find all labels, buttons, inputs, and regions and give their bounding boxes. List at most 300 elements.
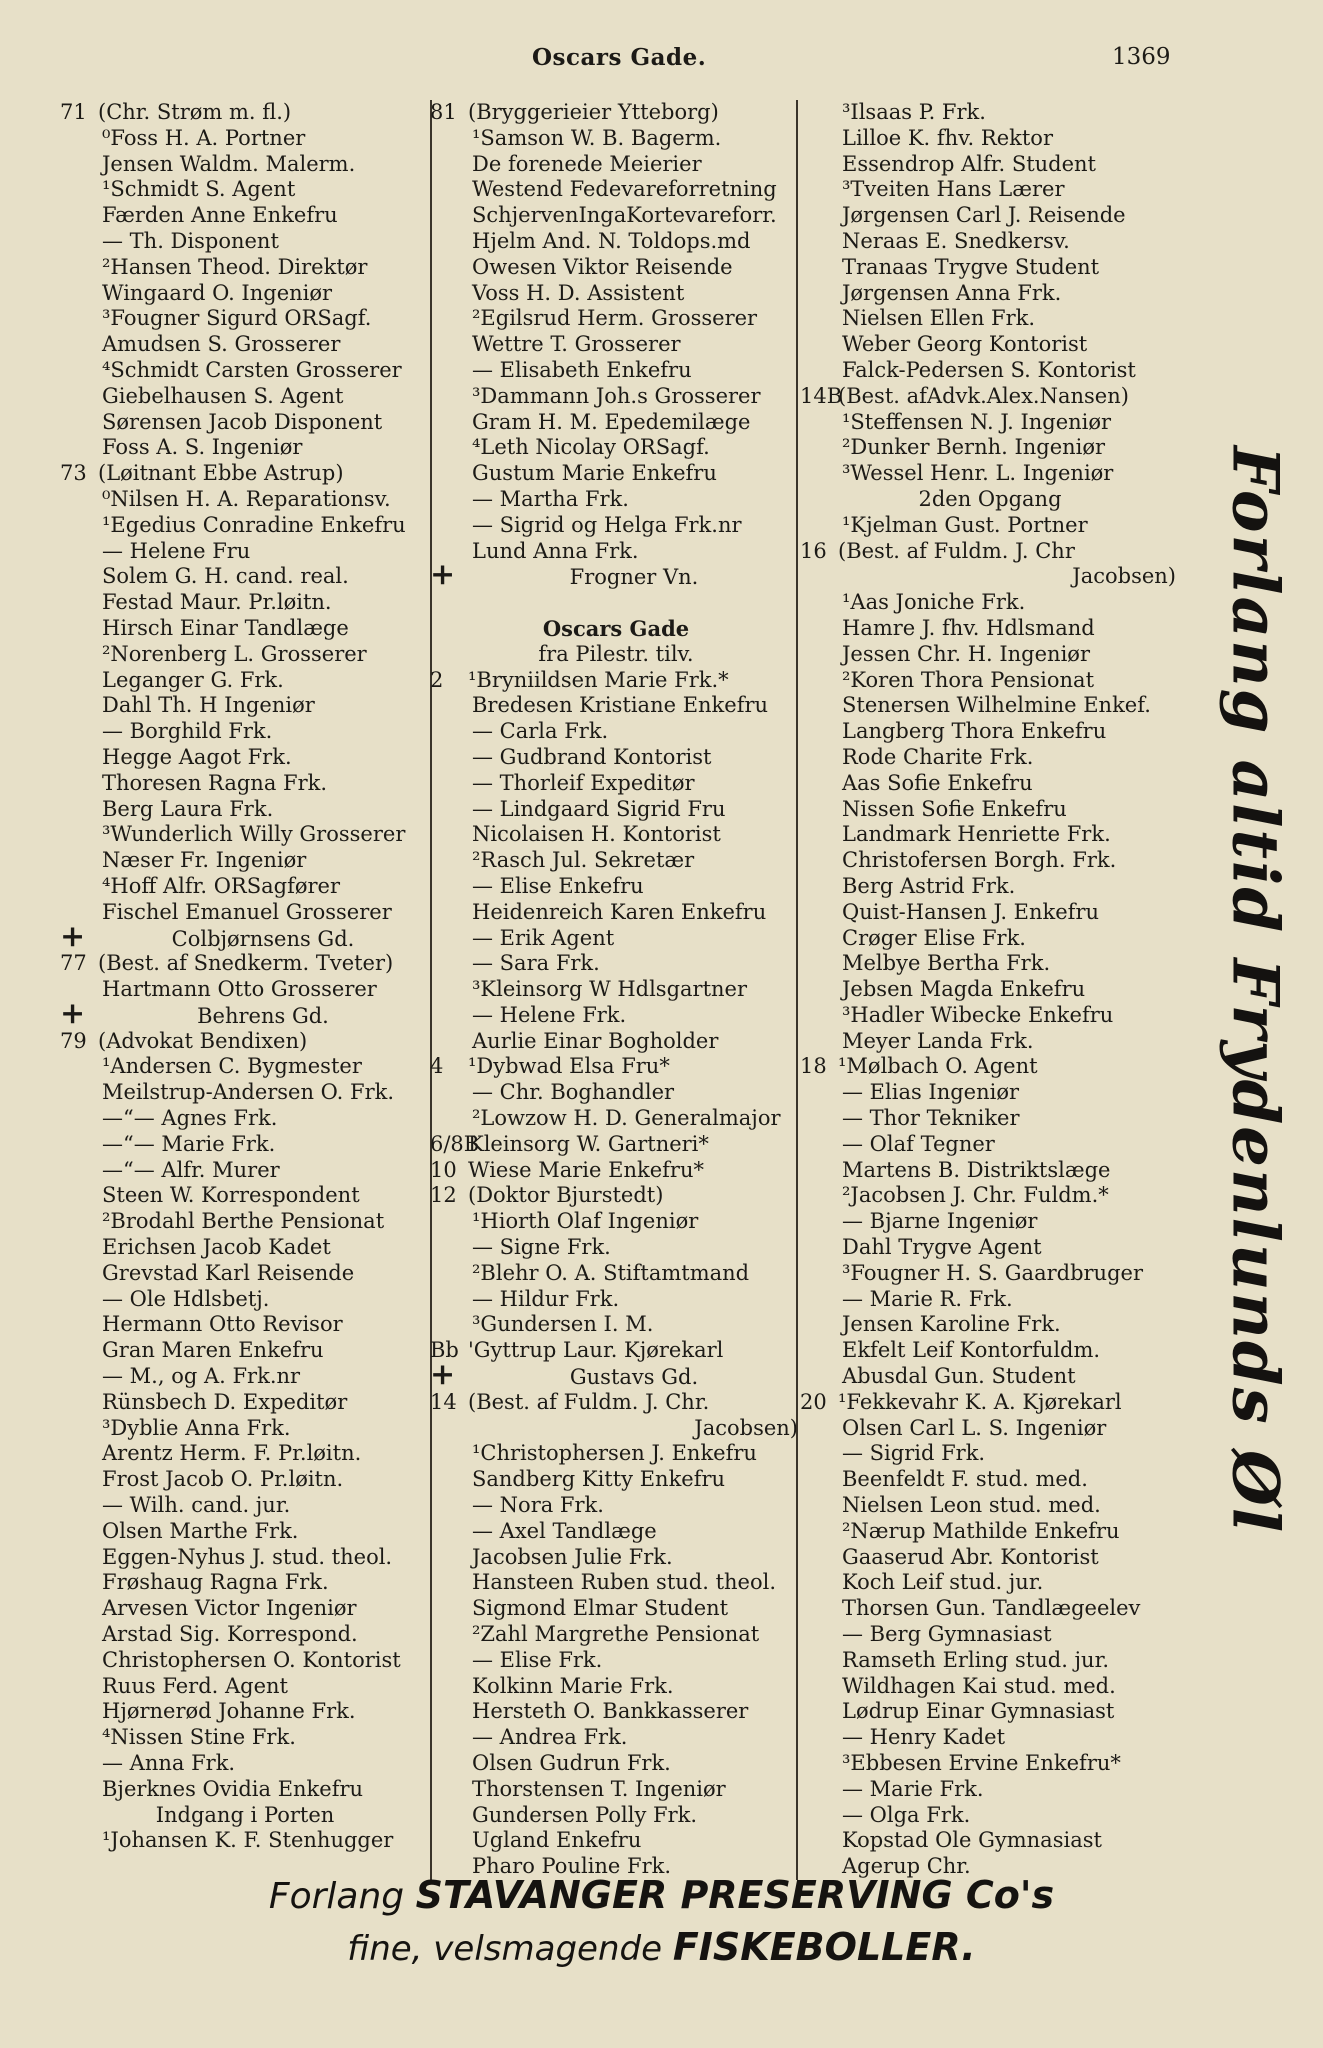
directory-entry [800, 126, 1180, 152]
resident-name: — Lindgaard Sigrid Fru [472, 796, 726, 821]
resident-name: Berg Laura Frk. [102, 796, 274, 821]
resident-name: — Signe Frk. [472, 1235, 611, 1260]
ad-prefix: Forlang [268, 1876, 405, 1917]
resident-name: — Thorleif Expeditør [472, 770, 695, 795]
directory-entry [430, 616, 802, 642]
resident-name: Koch Leif stud. jur. [842, 1570, 1044, 1595]
resident-name: Solem G. H. cand. real. [102, 564, 349, 589]
directory-entry [800, 1132, 1180, 1158]
directory-entry [430, 1416, 802, 1442]
directory-entry [430, 693, 802, 719]
resident-name: Eggen-Nyhus J. stud. theol. [102, 1544, 393, 1569]
resident-name: Crøger Elise Frk. [842, 925, 1026, 950]
resident-name: Nicolaisen H. Kontorist [472, 822, 721, 847]
resident-name: — Chr. Boghandler [472, 1080, 675, 1105]
directory-entry [60, 1132, 430, 1158]
directory-entry [800, 152, 1180, 178]
resident-name: Arstad Sig. Korrespond. [102, 1622, 358, 1647]
resident-name: ²Lowzow H. D. Generalmajor [472, 1106, 781, 1131]
directory-entry [430, 668, 802, 694]
resident-name: Erichsen Jacob Kadet [102, 1235, 331, 1260]
directory-entry [430, 1338, 802, 1364]
directory-entry [60, 719, 430, 745]
house-number: 10 [430, 1157, 457, 1182]
resident-name: Grevstad Karl Reisende [102, 1260, 355, 1285]
house-number: 14 [430, 1389, 457, 1414]
directory-entry [60, 1029, 430, 1055]
directory-entry [60, 1209, 430, 1235]
directory-entry [800, 590, 1180, 616]
resident-name: Festad Maur. Pr.løitn. [102, 590, 332, 615]
resident-name: — Erik Agent [472, 925, 615, 950]
directory-entry [60, 539, 430, 565]
directory-entry [800, 1003, 1180, 1029]
resident-name: Jensen Karoline Frk. [842, 1312, 1061, 1337]
directory-entry [800, 1364, 1180, 1390]
directory-entry [800, 745, 1180, 771]
resident-name: — Nora Frk. [472, 1493, 604, 1518]
resident-name: — Andrea Frk. [472, 1725, 628, 1750]
directory-entry [430, 1390, 802, 1416]
bottom-advertisement [0, 1870, 1323, 1974]
resident-name: Neraas E. Snedkersv. [842, 228, 1070, 253]
resident-name: Wingaard O. Ingeniør [102, 280, 333, 305]
directory-entry [430, 771, 802, 797]
directory-entry [60, 410, 430, 436]
resident-name: — Anna Frk. [102, 1751, 236, 1775]
directory-entry [430, 255, 802, 281]
resident-name: Wiese Marie Enkefru* [468, 1157, 704, 1182]
directory-entry [800, 1441, 1180, 1467]
resident-name: ¹Andersen C. Bygmester [102, 1054, 362, 1079]
resident-name: Lødrup Einar Gymnasiast [842, 1699, 1115, 1724]
resident-name: — Henry Kadet [842, 1725, 1006, 1750]
directory-entry [60, 100, 430, 126]
directory-entry [800, 306, 1180, 332]
directory-entry [800, 229, 1180, 255]
resident-name: Olsen Marthe Frk. [102, 1518, 299, 1543]
resident-name: ¹Christophersen J. Enkefru [472, 1441, 757, 1466]
resident-name: Voss H. D. Assistent [472, 280, 685, 305]
resident-name: Meilstrup-Andersen O. Frk. [102, 1080, 395, 1105]
resident-name: (Chr. Strøm m. fl.) [98, 100, 292, 124]
resident-name: Westend Fedevareforretning [472, 177, 777, 202]
resident-name: ⁴Hoff Alfr. ORSagfører [102, 873, 341, 898]
directory-entry [60, 874, 430, 900]
directory-entry [60, 745, 430, 771]
resident-name: Stenersen Wilhelmine Enkef. [842, 693, 1151, 718]
directory-entry [800, 461, 1180, 487]
resident-name: ⁰Foss H. A. Portner [102, 125, 306, 150]
resident-name: ¹Johansen K. F. Stenhugger [102, 1828, 394, 1853]
directory-entry [430, 1777, 802, 1803]
resident-name: Landmark Henriette Frk. [842, 822, 1111, 847]
resident-name: ¹Hiorth Olaf Ingeniør [472, 1209, 699, 1234]
cross-street-marker: + [430, 564, 456, 591]
resident-name: Hjørnerød Johanne Frk. [102, 1699, 356, 1724]
resident-name: (Bryggerieier Ytteborg) [468, 100, 719, 124]
resident-name: Fischel Emanuel Grosserer [102, 899, 392, 924]
resident-name: ³Hadler Wibecke Enkefru [842, 1002, 1114, 1027]
directory-entry [800, 1338, 1180, 1364]
directory-entry [800, 642, 1180, 668]
directory-entry [430, 797, 802, 823]
resident-name: — Berg Gymnasiast [842, 1622, 1052, 1647]
resident-name: — Sara Frk. [472, 951, 600, 976]
directory-entry [800, 1493, 1180, 1519]
resident-name: ²Rasch Jul. Sekretær [472, 848, 695, 873]
directory-entry [800, 1106, 1180, 1132]
directory-entry [60, 668, 430, 694]
resident-name: Lilloe K. fhv. Rektor [842, 125, 1053, 150]
resident-name: Frøshaug Ragna Frk. [102, 1570, 329, 1595]
directory-entry [60, 1287, 430, 1313]
directory-entry [430, 203, 802, 229]
directory-entry [430, 564, 802, 590]
directory-entry [430, 719, 802, 745]
directory-entry [430, 1183, 802, 1209]
continuation-text: Jacobsen) [694, 1415, 798, 1440]
directory-column-3 [800, 100, 1180, 1880]
resident-name: Foss A. S. Ingeniør [102, 435, 303, 460]
resident-name: ²Dunker Bernh. Ingeniør [842, 435, 1106, 460]
directory-entry [800, 255, 1180, 281]
ad-product: FISKEBOLLER. [672, 1925, 976, 1969]
directory-entry [800, 1080, 1180, 1106]
directory-entry [430, 1029, 802, 1055]
directory-entry [430, 435, 802, 461]
directory-entry [800, 435, 1180, 461]
house-number: 73 [60, 461, 87, 486]
resident-name: 'Gyttrup Laur. Kjørekarl [468, 1338, 724, 1363]
directory-entry [430, 874, 802, 900]
directory-entry [430, 1545, 802, 1571]
directory-entry [60, 1158, 430, 1184]
directory-entry [430, 1441, 802, 1467]
resident-name: ³Dyblie Anna Frk. [102, 1415, 291, 1440]
page-number: 1369 [1112, 44, 1171, 70]
house-number: 81 [430, 100, 457, 124]
resident-name: Jacobsen Julie Frk. [472, 1544, 673, 1569]
directory-entry [800, 1751, 1180, 1777]
resident-name: Steen W. Korrespondent [102, 1183, 360, 1208]
resident-name: — Borghild Frk. [102, 719, 273, 744]
directory-entry [430, 513, 802, 539]
resident-name: — Martha Frk. [472, 486, 629, 511]
house-number: 79 [60, 1028, 87, 1053]
directory-entry [800, 951, 1180, 977]
resident-name: — Elisabeth Enkefru [472, 357, 692, 382]
directory-entry [60, 693, 430, 719]
resident-name: Christophersen O. Kontorist [102, 1647, 401, 1672]
resident-name: Hermann Otto Revisor [102, 1312, 343, 1337]
directory-entry [430, 1261, 802, 1287]
resident-name: Olsen Gudrun Frk. [472, 1751, 671, 1775]
resident-name: Hamre J. fhv. Hdlsmand [842, 615, 1095, 640]
resident-name: Nielsen Leon stud. med. [842, 1493, 1101, 1518]
house-number: 12 [430, 1183, 457, 1208]
resident-name: (Advokat Bendixen) [98, 1028, 308, 1053]
resident-name: Wettre T. Grosserer [472, 332, 681, 357]
resident-name: (Doktor Bjurstedt) [468, 1183, 664, 1208]
directory-entry [800, 1777, 1180, 1803]
directory-entry [800, 1312, 1180, 1338]
directory-entry [60, 951, 430, 977]
directory-entry [60, 358, 430, 384]
directory-entry [60, 1080, 430, 1106]
directory-entry [800, 719, 1180, 745]
directory-entry [430, 358, 802, 384]
directory-entry [430, 590, 802, 616]
directory-entry [430, 745, 802, 771]
resident-name: ⁴Nissen Stine Frk. [102, 1725, 296, 1750]
directory-entry [60, 1003, 430, 1029]
directory-entry [800, 281, 1180, 307]
directory-entry [430, 1080, 802, 1106]
directory-entry [430, 539, 802, 565]
resident-name: Ugland Enkefru [472, 1828, 642, 1853]
directory-entry [60, 616, 430, 642]
resident-name: — Gudbrand Kontorist [472, 744, 712, 769]
resident-name: Nielsen Ellen Frk. [842, 306, 1036, 331]
directory-entry [60, 1519, 430, 1545]
directory-entry [430, 1364, 802, 1390]
directory-entry [60, 1751, 430, 1777]
directory-entry [800, 203, 1180, 229]
resident-name: Ramseth Erling stud. jur. [842, 1647, 1109, 1672]
resident-name: Kolkinn Marie Frk. [472, 1673, 674, 1698]
directory-entry [800, 1545, 1180, 1571]
bottom-ad-line-2 [0, 1922, 1323, 1974]
directory-entry [60, 255, 430, 281]
directory-entry [60, 152, 430, 178]
resident-name: Aas Sofie Enkefru [842, 770, 1033, 795]
resident-name: SchjervenIngaKortevareforr. [472, 203, 777, 228]
directory-entry [60, 126, 430, 152]
resident-name: ¹Steffensen N. J. Ingeniør [842, 409, 1112, 434]
directory-entry [60, 487, 430, 513]
directory-entry [430, 332, 802, 358]
directory-entry [60, 1725, 430, 1751]
resident-name: (Løitnant Ebbe Astrup) [98, 461, 344, 486]
section-label: 2den Opgang [918, 486, 1062, 511]
resident-name: Aurlie Einar Bogholder [472, 1028, 719, 1053]
directory-entry [430, 384, 802, 410]
directory-entry [430, 1596, 802, 1622]
street-heading: Oscars Gade [542, 615, 690, 641]
directory-entry [800, 1209, 1180, 1235]
ad-brand: STAVANGER PRESERVING Co's [415, 1873, 1055, 1917]
directory-entry [60, 797, 430, 823]
resident-name: (Best. afAdvk.Alex.Nansen) [838, 383, 1129, 408]
directory-entry [800, 1519, 1180, 1545]
directory-entry [800, 1828, 1180, 1854]
directory-entry [430, 1235, 802, 1261]
resident-name: ³Tveiten Hans Lærer [842, 177, 1065, 202]
resident-name: Thoresen Ragna Frk. [102, 770, 328, 795]
directory-entry [800, 1235, 1180, 1261]
resident-name: Falck-Pedersen S. Kontorist [842, 357, 1136, 382]
vertical-ad-text: Forlang altid Frydenlunds Øl [1217, 445, 1293, 1535]
directory-entry [60, 1545, 430, 1571]
directory-entry [800, 513, 1180, 539]
directory-entry [800, 564, 1180, 590]
resident-name: Essendrop Alfr. Student [842, 151, 1096, 176]
directory-entry [60, 1364, 430, 1390]
resident-name: Lund Anna Frk. [472, 538, 639, 563]
resident-name: ²Jacobsen J. Chr. Fuldm.* [842, 1183, 1109, 1208]
resident-name: ³Dammann Joh.s Grosserer [472, 383, 761, 408]
directory-entry [430, 1493, 802, 1519]
directory-entry [800, 177, 1180, 203]
resident-name: Agerup Chr. [842, 1854, 971, 1879]
resident-name: ¹Dybwad Elsa Fru* [468, 1054, 670, 1079]
resident-name: — Wilh. cand. jur. [102, 1493, 291, 1518]
resident-name: Dahl Th. H Ingeniør [102, 693, 315, 718]
resident-name: — Elise Enkefru [472, 873, 644, 898]
resident-name: Meyer Landa Frk. [842, 1028, 1034, 1053]
resident-name: Kopstad Ole Gymnasiast [842, 1828, 1102, 1853]
resident-name: ²Brodahl Berthe Pensionat [102, 1209, 385, 1234]
directory-entry [60, 1338, 430, 1364]
directory-entry [430, 1622, 802, 1648]
resident-name: Gaaserud Abr. Kontorist [842, 1544, 1099, 1569]
directory-entry [430, 1106, 802, 1132]
directory-entry [800, 100, 1180, 126]
directory-entry [430, 951, 802, 977]
directory-entry [800, 926, 1180, 952]
directory-column-1 [60, 100, 430, 1854]
resident-name: ³Fougner H. S. Gaardbruger [842, 1260, 1143, 1285]
resident-name: (Best. af Fuldm. J. Chr [838, 538, 1075, 563]
house-number: 2 [430, 667, 444, 692]
house-number: 71 [60, 100, 87, 124]
resident-name: — Ole Hdlsbetj. [102, 1286, 270, 1311]
continuation-text: Jacobsen) [1072, 564, 1176, 589]
directory-entry [60, 203, 430, 229]
resident-name: ⁴Schmidt Carsten Grosserer [102, 357, 402, 382]
resident-name: Beenfeldt F. stud. med. [842, 1467, 1088, 1492]
resident-name: Kleinsorg W. Gartneri* [468, 1131, 709, 1156]
vertical-advertisement [1180, 440, 1323, 1540]
directory-entry [60, 900, 430, 926]
resident-name: —“— Marie Frk. [102, 1131, 276, 1156]
directory-entry [60, 822, 430, 848]
directory-entry [430, 1519, 802, 1545]
directory-entry [430, 1828, 802, 1854]
directory-entry [60, 177, 430, 203]
resident-name: Tranaas Trygve Student [842, 254, 1100, 279]
section-label: fra Pilestr. tilv. [538, 641, 694, 666]
directory-entry [430, 1312, 802, 1338]
resident-name: Abusdal Gun. Student [842, 1364, 1076, 1389]
directory-entry [430, 487, 802, 513]
directory-entry [60, 1777, 430, 1803]
directory-entry [800, 539, 1180, 565]
resident-name: ⁴Leth Nicolay ORSagf. [472, 435, 710, 460]
directory-entry [430, 1725, 802, 1751]
resident-name: Rünsbech D. Expeditør [102, 1389, 348, 1414]
directory-entry [60, 1054, 430, 1080]
directory-entry [430, 642, 802, 668]
resident-name: Gundersen Polly Frk. [472, 1802, 698, 1827]
resident-name: Giebelhausen S. Agent [102, 383, 344, 408]
directory-entry [800, 797, 1180, 823]
directory-entry [60, 564, 430, 590]
house-number: 18 [800, 1054, 827, 1079]
directory-entry [430, 1467, 802, 1493]
resident-name: — Elise Frk. [472, 1647, 603, 1672]
resident-name: — Helene Fru [102, 538, 251, 563]
directory-entry [430, 1803, 802, 1829]
directory-entry [800, 1029, 1180, 1055]
resident-name: ³Wunderlich Willy Grosserer [102, 822, 406, 847]
directory-entry [430, 926, 802, 952]
resident-name: Næser Fr. Ingeniør [102, 848, 307, 873]
directory-entry [430, 977, 802, 1003]
resident-name: Jebsen Magda Enkefru [842, 977, 1086, 1002]
directory-entry [430, 1209, 802, 1235]
resident-name: (Best. af Snedkerm. Tveter) [98, 951, 394, 976]
directory-entry [60, 435, 430, 461]
resident-name: ²Zahl Margrethe Pensionat [472, 1622, 760, 1647]
directory-entry [60, 1235, 430, 1261]
resident-name: — Helene Frk. [472, 1002, 627, 1027]
directory-entry [800, 1570, 1180, 1596]
resident-name: Færden Anne Enkefru [102, 203, 338, 228]
resident-name: — Carla Frk. [472, 719, 609, 744]
directory-entry [430, 848, 802, 874]
cross-street-marker: + [430, 1364, 456, 1390]
ad-prefix: fine, velsmagende [347, 1929, 662, 1969]
directory-entry [800, 1158, 1180, 1184]
directory-entry [430, 1648, 802, 1674]
resident-name: De forenede Meierier [472, 151, 702, 176]
directory-entry [60, 590, 430, 616]
resident-name: Quist-Hansen J. Enkefru [842, 899, 1100, 924]
directory-entry [800, 410, 1180, 436]
directory-column-2 [430, 100, 802, 1880]
directory-entry [430, 126, 802, 152]
directory-entry [800, 1648, 1180, 1674]
directory-entry [800, 1725, 1180, 1751]
resident-name: ³Kleinsorg W Hdlsgartner [472, 977, 748, 1002]
resident-name: Hersteth O. Bankkasserer [472, 1699, 749, 1724]
directory-entry [60, 1493, 430, 1519]
directory-entry [430, 1132, 802, 1158]
directory-entry [800, 1287, 1180, 1313]
directory-entry [60, 1416, 430, 1442]
directory-entry [60, 1803, 430, 1829]
directory-entry [60, 332, 430, 358]
directory-entry [430, 1751, 802, 1777]
resident-name: —“— Alfr. Murer [102, 1157, 280, 1182]
directory-entry [60, 384, 430, 410]
resident-name: Jørgensen Carl J. Reisende [842, 203, 1126, 228]
resident-name: Sørensen Jacob Disponent [102, 409, 383, 434]
directory-entry [60, 1699, 430, 1725]
resident-name: — Axel Tandlæge [472, 1518, 657, 1543]
directory-entry [800, 771, 1180, 797]
directory-entry [800, 1054, 1180, 1080]
resident-name: Jørgensen Anna Frk. [842, 280, 1062, 305]
directory-entry [800, 900, 1180, 926]
bottom-ad-line-1 [0, 1870, 1323, 1922]
directory-entry [60, 513, 430, 539]
resident-name: — Olga Frk. [842, 1802, 971, 1827]
resident-name: Pharo Pouline Frk. [472, 1854, 672, 1879]
resident-name: Sigmond Elmar Student [472, 1596, 729, 1621]
